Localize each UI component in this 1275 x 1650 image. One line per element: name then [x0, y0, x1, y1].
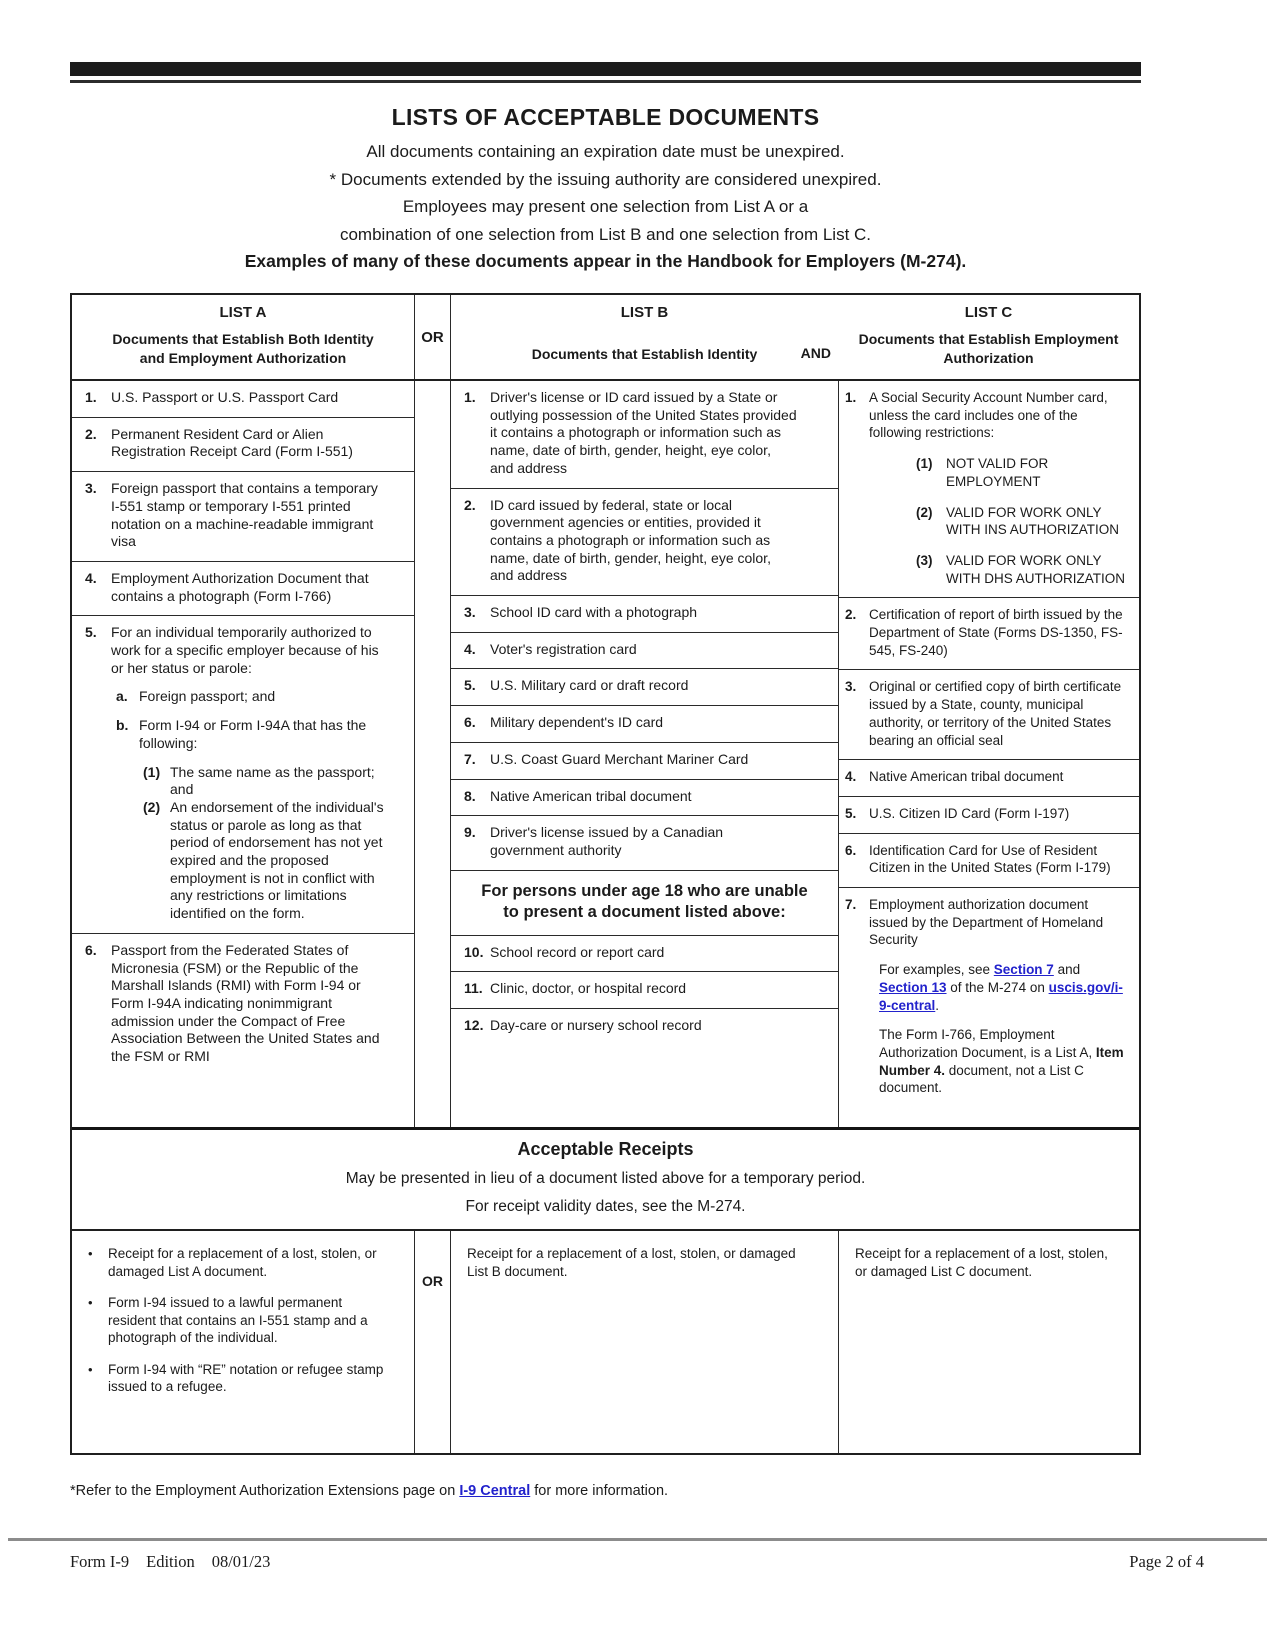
- list-b-header: [451, 295, 838, 379]
- list-c-item-6: 6. Identification Card for Use of Resident Citizen in the United States (Form I-179): [839, 834, 1139, 888]
- list-b-item-2: 2. ID card issued by federal, state or local government agencies or entities, provided it contains a photograph or information such as name, date of birth, gender, height, eye color, and address: [451, 489, 838, 597]
- under-18-heading: For persons under age 18 who are unable to present a document listed above:: [451, 871, 838, 936]
- or-connector-column: [414, 381, 451, 1127]
- page-subtitle: [70, 138, 1141, 248]
- i9-central-link[interactable]: I-9 Central: [459, 1483, 531, 1499]
- form-number: Form I-9: [70, 1552, 130, 1571]
- uscis-i9-central-link[interactable]: uscis.gov/i-9-central: [879, 979, 1123, 1013]
- bullet-icon: •: [88, 1361, 93, 1377]
- top-rule-thick: [70, 62, 1141, 76]
- list-c-column: [838, 381, 1139, 1127]
- list-c-item-7: 7. Employment authorization document issued by the Department of Homeland Security For examples, see Section 7 and Section 13 of the M-274 on uscis.gov/i-9-central. The Form I-766, Employment Authorization Document, is a List A, Item Number 4. document, not a List C document.: [839, 888, 1139, 1127]
- list-b-item-4: 4. Voter's registration card: [451, 633, 838, 670]
- list-a-column: [72, 381, 414, 1127]
- list-c-item-1: 1. A Social Security Account Number card, unless the card includes one of the following restrictions: (1) NOT VALID FOR EMPLOYMENT (2) VALID FOR WORK ONLY WITH INS AUTHORIZATION (3) VALID FOR WORK ONLY WITH DHS AUTHORIZATION: [839, 381, 1139, 598]
- receipts-line-2: For receipt validity dates, see the M-274.: [465, 1198, 746, 1215]
- list-c-examples-note: For examples, see Section 7 and Section 13 of the M-274 on uscis.gov/i-9-central.: [879, 962, 1123, 1013]
- receipts-list-c: [838, 1231, 1139, 1453]
- receipts-title: Acceptable Receipts: [517, 1139, 694, 1159]
- subtitle-line: Employees may present one selection from List A or a: [402, 197, 809, 216]
- list-b-subtitle: Documents that Establish Identity: [531, 346, 758, 363]
- table-body: [72, 381, 1139, 1127]
- bullet-icon: •: [88, 1295, 93, 1310]
- list-a-item-2: 2. Permanent Resident Card or Alien Registration Receipt Card (Form I-551): [72, 418, 414, 472]
- footer-divider: [8, 1538, 1267, 1541]
- list-b-item-10: 10. School record or report card: [451, 936, 838, 973]
- list-c-title: LIST C: [964, 304, 1013, 321]
- edition-date: 08/01/23: [211, 1552, 271, 1571]
- list-b-item-6: 6. Military dependent's ID card: [451, 706, 838, 743]
- list-b-item-1: 1. Driver's license or ID card issued by a State or outlying possession of the United States provided it contains a photograph or information such as name, date of birth, gender, height, eye color, and address: [451, 381, 838, 489]
- list-a-item-4: 4. Employment Authorization Document that contains a photograph (Form I-766): [72, 562, 414, 616]
- list-c-i766-note: The Form I-766, Employment Authorization Document, is a List A, Item Number 4. document, not a List C document.: [879, 1027, 1124, 1096]
- receipts-or-connector: OR: [414, 1231, 451, 1453]
- bullet-icon: •: [88, 1246, 93, 1261]
- section-7-link[interactable]: Section 7: [993, 962, 1054, 978]
- list-a-header: [72, 295, 414, 379]
- acceptable-receipts-section: [72, 1127, 1139, 1231]
- list-b-item-3: 3. School ID card with a photograph: [451, 596, 838, 633]
- list-a-title: LIST A: [219, 304, 267, 321]
- and-connector: AND: [800, 345, 831, 361]
- receipts-columns: [72, 1231, 1139, 1453]
- list-c-item-4: 4. Native American tribal document: [839, 760, 1139, 797]
- receipts-list-a: [72, 1231, 414, 1453]
- list-b-item-12: 12. Day-care or nursery school record: [464, 1017, 702, 1034]
- list-a-item-1: 1. U.S. Passport or U.S. Passport Card: [72, 381, 414, 418]
- footnote: *Refer to the Employment Authorization Extensions page on I-9 Central for more information.: [70, 1483, 669, 1499]
- table-header-row: [72, 295, 1139, 381]
- receipt-b-item: Receipt for a replacement of a lost, stolen, or damaged List B document.: [467, 1246, 796, 1279]
- page-title: LISTS OF ACCEPTABLE DOCUMENTS: [391, 104, 820, 130]
- acceptable-documents-table: [70, 293, 1141, 1455]
- list-a-item-5: 5. For an individual temporarily authorized to work for a specific employer because of his or her status or parole: a. Foreign passport; and b. Form I-94 or Form I-94A that has the following: (1) The same name as the passport; and (2) An endorsement of the individual's status or parole as long as that period of endorsement has not yet expired and the proposed employment is not in conflict with any restrictions or limitations identified on the form.: [72, 616, 414, 934]
- subtitle-line: All documents containing an expiration date must be unexpired.: [366, 142, 845, 161]
- list-b-item-5: 5. U.S. Military card or draft record: [451, 669, 838, 706]
- list-b-column: [451, 381, 838, 1127]
- list-c-header: [838, 295, 1139, 379]
- receipt-a-item-1: • Receipt for a replacement of a lost, stolen, or damaged List A document.: [88, 1246, 377, 1279]
- top-rule-thin: [70, 80, 1141, 83]
- list-b-item-8: 8. Native American tribal document: [451, 780, 838, 817]
- receipt-a-item-2: • Form I-94 issued to a lawful permanent resident that contains an I-551 stamp and a photograph of the individual.: [88, 1295, 368, 1345]
- section-13-link[interactable]: Section 13: [879, 979, 947, 995]
- list-a-item-6: 6. Passport from the Federated States of Micronesia (FSM) or the Republic of the Marshall Islands (RMI) with Form I-94 or Form I-94A indicating nonimmigrant admission under the Compact of Free Association Between the United States and the FSM or RMI: [85, 941, 380, 1065]
- list-c-item-5: 5. U.S. Citizen ID Card (Form I-197): [839, 797, 1139, 834]
- page-footer: [70, 1552, 1204, 1572]
- subtitle-line: * Documents extended by the issuing authority are considered unexpired.: [329, 169, 882, 189]
- list-b-item-9: 9. Driver's license issued by a Canadian government authority: [451, 816, 838, 870]
- receipts-line-1: May be presented in lieu of a document listed above for a temporary period.: [345, 1170, 866, 1187]
- receipts-list-b: [451, 1231, 838, 1453]
- subtitle-line: combination of one selection from List B and one selection from List C.: [339, 224, 872, 244]
- page-number: Page 2 of 4: [1129, 1552, 1204, 1571]
- list-b-title: LIST B: [620, 304, 669, 321]
- list-a-item-3: 3. Foreign passport that contains a temporary I-551 stamp or temporary I-551 printed notation on a machine-readable immigrant visa: [72, 472, 414, 562]
- list-c-subtitle: Documents that Establish Employment Authorization: [858, 331, 1119, 366]
- receipt-c-item: Receipt for a replacement of a lost, stolen, or damaged List C document.: [855, 1246, 1108, 1279]
- edition-label: Edition: [146, 1552, 195, 1571]
- list-b-item-11: 11. Clinic, doctor, or hospital record: [451, 972, 838, 1009]
- list-a-subtitle: Documents that Establish Both Identity and Employment Authorization: [112, 331, 374, 366]
- receipt-a-item-3: • Form I-94 with “RE” notation or refugee stamp issued to a refugee.: [88, 1361, 384, 1394]
- list-c-item-3: 3. Original or certified copy of birth certificate issued by a State, county, municipal authority, or territory of the United States bearing an official seal: [839, 670, 1139, 760]
- list-c-item-2: 2. Certification of report of birth issued by the Department of State (Forms DS-1350, FS-545, FS-240): [839, 598, 1139, 670]
- or-connector-header: OR: [414, 295, 451, 379]
- examples-note: Examples of many of these documents appear in the Handbook for Employers (M-274).: [244, 251, 967, 271]
- list-b-item-7: 7. U.S. Coast Guard Merchant Mariner Card: [451, 743, 838, 780]
